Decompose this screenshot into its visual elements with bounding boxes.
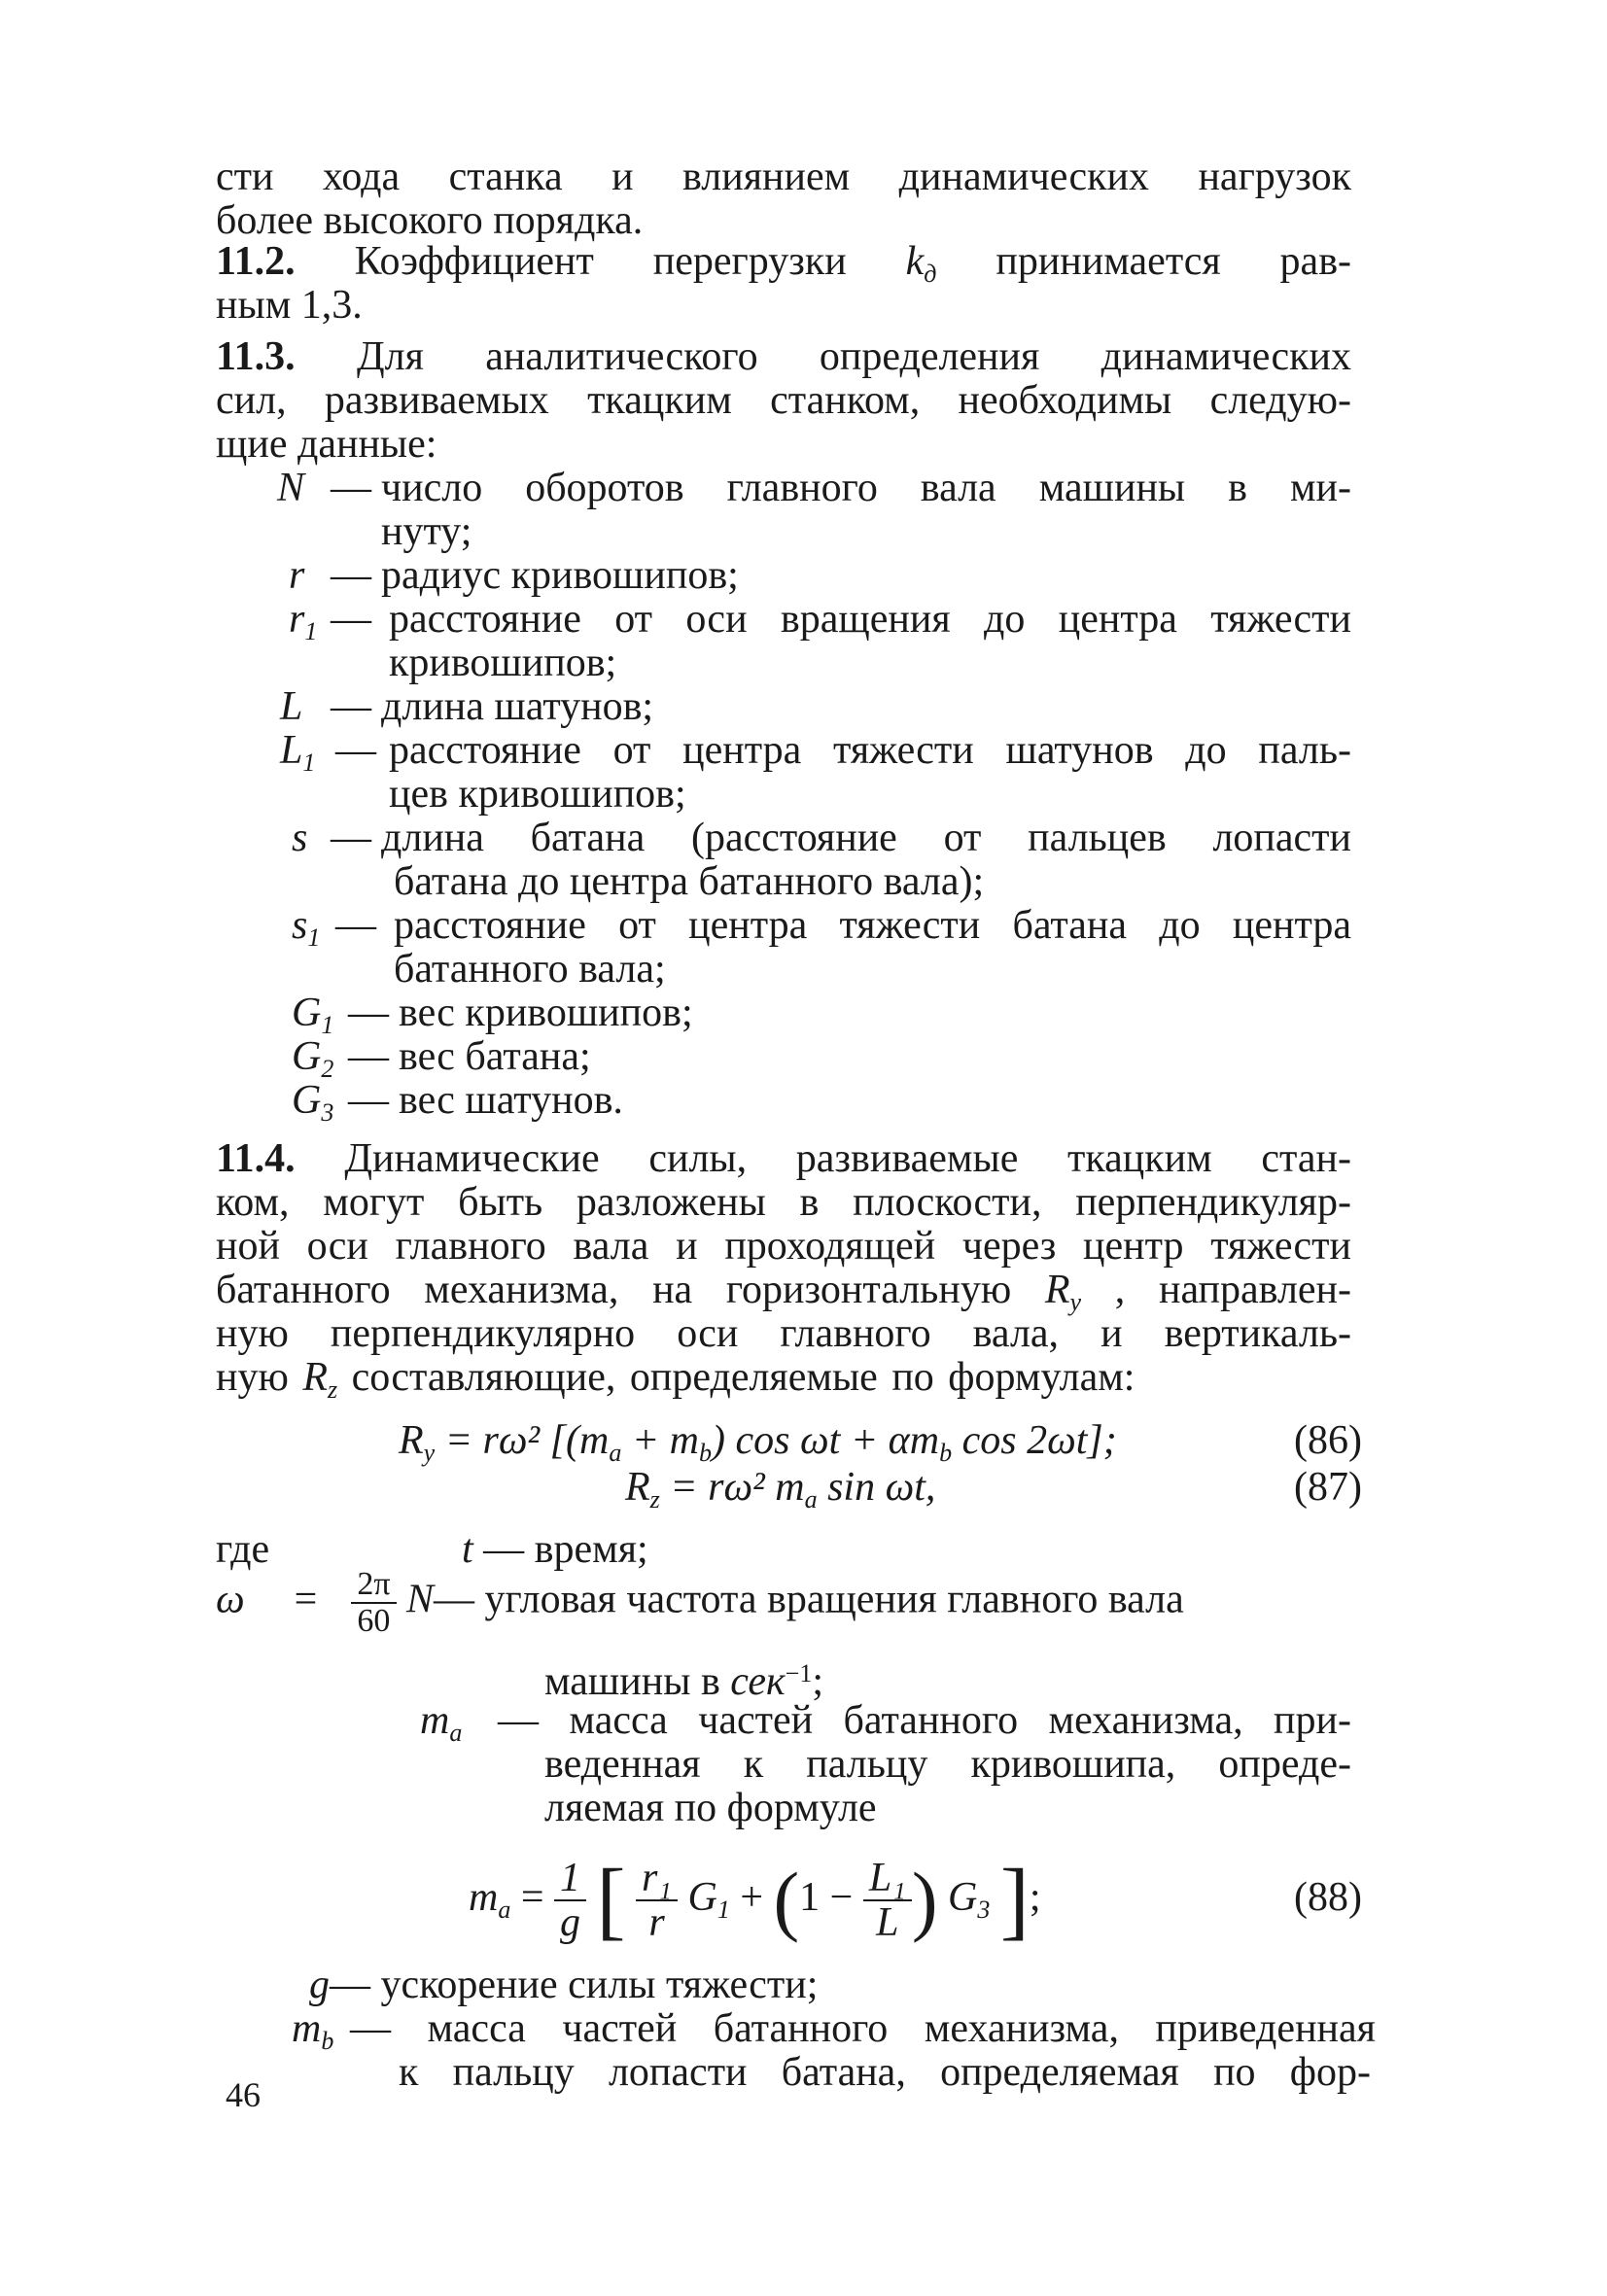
mb-definition: $m_b$ <box>292 2006 334 2055</box>
def-text: число оборотов главного вала машины в ми- <box>381 466 1351 510</box>
where-label: где <box>216 1527 270 1572</box>
text-span: Динамические силы, развиваемые ткацким стан- <box>344 1136 1351 1181</box>
text-span: Для аналитического определения динамических <box>357 334 1352 379</box>
ma-cont: ляемая по формуле <box>544 1786 877 1830</box>
def-cont: нуту; <box>381 509 472 554</box>
def-text: расстояние от центра тяжести шатунов до паль- <box>389 728 1351 773</box>
def-cont: кривошипов; <box>389 641 617 685</box>
equation-86: $R_y = r\omega^2$ [$(m_a + m_b)$ $\cos \omega t + \alpha m_b$ cos 2ωt]; <box>399 1418 1117 1467</box>
symbol-Rz: $R_z$ <box>302 1355 338 1404</box>
text-line-7: щие данные: <box>216 422 437 467</box>
text-line-4: ным 1,3. <box>216 283 363 328</box>
def-symbol: s <box>292 816 308 860</box>
equation-87: $R_z = r\omega^2$ $m_a$ sin ωt, <box>625 1465 936 1513</box>
def-dash: — <box>331 684 371 729</box>
omega-definition: ω = $\frac{2\pi}{60}$ N— угловая частота вращения главного вала <box>216 1566 1184 1639</box>
text-line-2: более высокого порядка. <box>216 198 644 243</box>
equation-number-86: (86) <box>1294 1418 1362 1463</box>
equation-number-87: (87) <box>1294 1465 1362 1510</box>
equation-88: $m_a$ = $\frac{1}{g}$ [ $\frac{\text{r₁}}{r}$ $G_1 + (1$ − $\frac{\text{L₁}}{L}$ ) $G_3$ ]; <box>469 1852 1041 1949</box>
def-symbol: L <box>280 684 303 729</box>
def-symbol: r <box>289 553 305 598</box>
def-dash: — <box>348 1078 389 1123</box>
page-number: 46 <box>226 2075 261 2114</box>
fraction-L1-L: $\frac{\text{L₁}}{L}$ <box>863 1857 912 1944</box>
text-line: ную перпендикулярно оси главного вала, и вертикаль- <box>216 1311 1351 1356</box>
def-text: расстояние от оси вращения до центра тяжести <box>389 597 1351 642</box>
g-definition: g— ускорение силы тяжести; <box>309 1963 819 2007</box>
text-line: ную $R_z$ составляющие, определяемые по формулам: <box>216 1355 1135 1404</box>
def-symbol: $G_3$ <box>292 1078 334 1127</box>
equation-number-88: (88) <box>1294 1875 1362 1920</box>
def-symbol: $G_1$ <box>292 991 334 1039</box>
def-dash: — <box>335 903 376 948</box>
def-symbol: $L_1$ <box>280 728 316 777</box>
text-span: Коэффициент перегрузки <box>354 239 847 284</box>
where-t: t — время; <box>462 1527 648 1572</box>
def-symbol: $G_2$ <box>292 1034 334 1083</box>
def-text: расстояние от центра тяжести батана до центра <box>394 903 1351 948</box>
ma-text: — масса частей батанного механизма, при- <box>498 1698 1351 1743</box>
text-span: принимается рав- <box>996 239 1352 284</box>
def-dash: — <box>348 1034 389 1079</box>
def-cont: батана до центра батанного вала); <box>394 859 985 904</box>
def-symbol: $s_1$ <box>292 903 321 952</box>
text-line-1: сти хода станка и влиянием динамических нагрузок <box>216 155 1351 199</box>
text-line: ной оси главного вала и проходящей через центр тяжести <box>216 1224 1351 1269</box>
section-11-3-line <box>216 335 1351 378</box>
def-cont: батанного вала; <box>394 947 666 991</box>
text-line: ком, могут быть разложены в плоскости, перпендикуляр- <box>216 1180 1351 1225</box>
symbol-k: $k_д$ <box>905 239 937 288</box>
def-dash: — <box>335 728 376 773</box>
omega-cont: машины в сек$^{-1}$; <box>544 1659 824 1705</box>
fraction-2pi-60: $\frac{2\pi}{60}$ <box>351 1567 396 1639</box>
mb-text: — масса частей батанного механизма, приведенная <box>350 2006 1376 2051</box>
section-11-4-line <box>216 1137 1351 1180</box>
def-symbol: $r_1$ <box>289 597 318 645</box>
def-text: вес шатунов. <box>399 1078 623 1123</box>
def-dash: — <box>348 991 389 1035</box>
def-dash: — <box>331 553 371 598</box>
def-cont: цев кривошипов; <box>389 772 686 817</box>
def-text: вес батана; <box>399 1034 591 1079</box>
def-text: радиус кривошипов; <box>381 553 739 598</box>
def-dash: — <box>331 597 371 642</box>
section-number: 11.4. <box>216 1136 296 1181</box>
ma-cont: веденная к пальцу кривошипа, опреде- <box>544 1742 1351 1787</box>
section-11-2-line <box>216 240 1351 296</box>
section-number: 11.2. <box>216 239 296 284</box>
def-text: вес кривошипов; <box>399 991 693 1035</box>
text-line-6: сил, развиваемых ткацким станком, необходимы следую- <box>216 378 1351 423</box>
fraction-r1-r: $\frac{\text{r₁}}{r}$ <box>636 1857 678 1944</box>
text-line: батанного механизма, на горизонтальную $R_y$ , направлен- <box>216 1268 1352 1316</box>
def-dash: — <box>331 816 371 860</box>
symbol-Ry: $R_y$ <box>1044 1268 1082 1316</box>
section-number: 11.3. <box>216 334 296 379</box>
def-symbol: N <box>277 466 305 510</box>
ma-definition: $m_a$ <box>420 1698 463 1747</box>
mb-cont: к пальцу лопасти батана, определяемая по фор- <box>399 2050 1371 2095</box>
omega-symbol: ω <box>216 1577 245 1622</box>
def-text: длина шатунов; <box>381 684 654 729</box>
def-text: длина батана (расстояние от пальцев лопасти <box>381 816 1351 860</box>
def-dash: — <box>331 466 371 510</box>
fraction-1-g: $\frac{1}{g}$ <box>554 1857 586 1944</box>
